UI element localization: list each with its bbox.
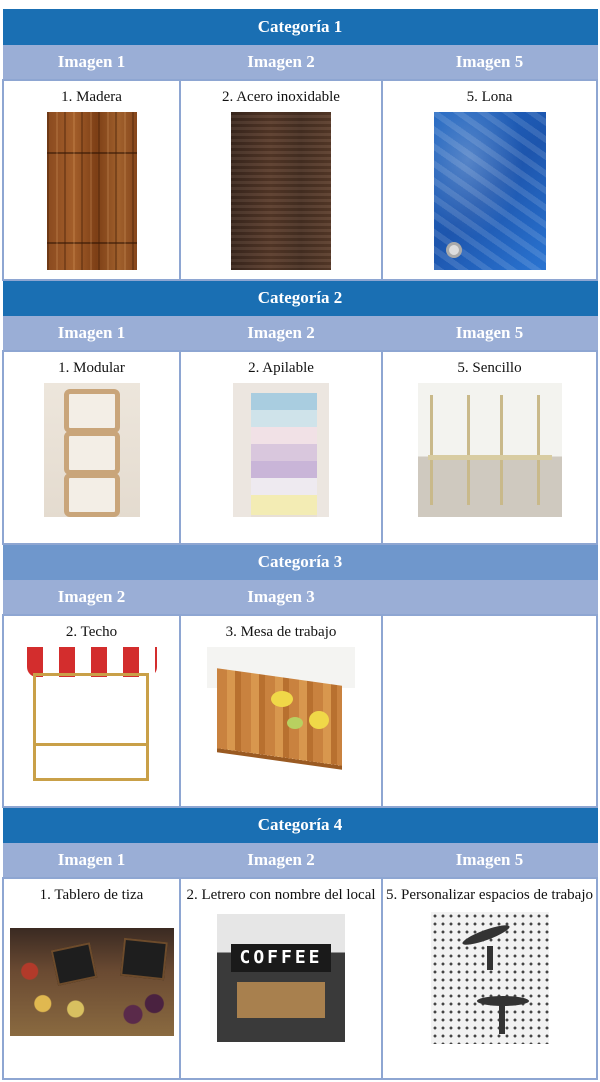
category-title: Categoría 1 (3, 10, 597, 45)
item-cell (180, 351, 382, 544)
column-header: Imagen 1 (3, 843, 180, 879)
item-cell (382, 878, 597, 1079)
column-header: Imagen 2 (180, 45, 382, 81)
simple-display-photo (418, 383, 562, 517)
category-title: Categoría 2 (3, 280, 597, 316)
category-title: Categoría 3 (3, 544, 597, 580)
stainless-steel-photo (231, 112, 331, 270)
grommet-icon (446, 242, 462, 258)
coffee-sign: COFFEE (231, 944, 331, 972)
item-caption: 2. Techo (65, 624, 118, 640)
column-header: Imagen 5 (382, 316, 597, 352)
item-cell (382, 615, 597, 807)
wood-photo (47, 112, 137, 270)
chalkboard-market-photo (10, 928, 174, 1036)
column-header: Imagen 3 (180, 580, 382, 616)
category-title: Categoría 4 (3, 807, 597, 843)
item-caption: 1. Tablero de tiza (39, 887, 144, 903)
column-header: Imagen 5 (382, 843, 597, 879)
column-header: Imagen 2 (180, 316, 382, 352)
item-caption: 2. Apilable (248, 360, 314, 376)
item-cell (382, 80, 597, 280)
item-caption: 5. Sencillo (457, 360, 522, 376)
column-header: Imagen 1 (3, 316, 180, 352)
stackable-drawers-photo (233, 383, 329, 517)
item-cell (180, 80, 382, 280)
item-caption: 1. Madera (61, 89, 122, 105)
modular-shelf-photo (44, 383, 140, 517)
canvas-tarp-photo (434, 112, 546, 270)
item-cell (3, 80, 180, 280)
worktable-photo (207, 647, 355, 783)
pegboard-photo (431, 912, 549, 1044)
column-header (382, 580, 597, 616)
item-cell (3, 878, 180, 1079)
item-cell (3, 351, 180, 544)
item-cell (180, 615, 382, 807)
item-caption: 1. Modular (58, 360, 125, 376)
categories-table (2, 9, 598, 1080)
item-caption: 2. Acero inoxidable (222, 89, 340, 105)
column-header: Imagen 5 (382, 45, 597, 81)
awning-stand-photo (19, 647, 165, 783)
item-caption: 2. Letrero con nombre del local (186, 887, 376, 903)
column-header: Imagen 1 (3, 45, 180, 81)
item-caption: 5. Personalizar espacios de trabajo (386, 887, 594, 903)
item-caption: 5. Lona (466, 89, 513, 105)
coffee-shop-photo (217, 914, 345, 1042)
column-header: Imagen 2 (180, 843, 382, 879)
item-cell (3, 615, 180, 807)
column-header: Imagen 2 (3, 580, 180, 616)
item-cell (382, 351, 597, 544)
item-cell (180, 878, 382, 1079)
item-caption: 3. Mesa de trabajo (225, 624, 337, 640)
